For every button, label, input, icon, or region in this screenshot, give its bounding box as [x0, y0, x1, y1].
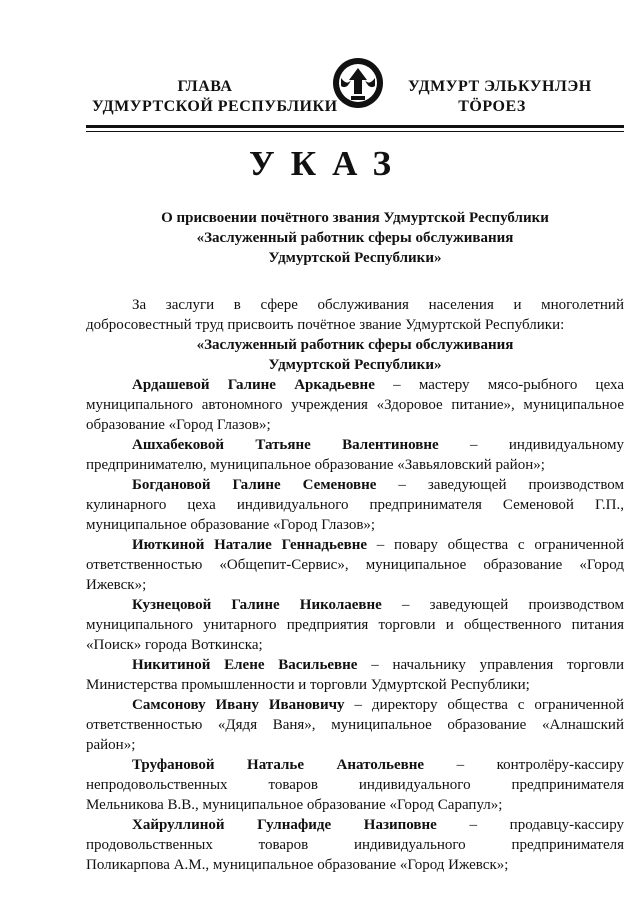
recipient-item: [86, 655, 624, 695]
award-line2: Удмуртской Республики»: [268, 357, 442, 373]
header-rule-thin: [86, 131, 624, 132]
preamble-line1: За заслуги в сфере обслуживания населения и многолетний: [132, 297, 624, 313]
recipient-position: – индивидуальному: [470, 437, 625, 453]
header-rule-thick: [86, 125, 624, 128]
preamble-line2: добросовестный труд присвоить почётное звание Удмуртской Республики:: [86, 317, 565, 333]
recipient-line: муниципального автономного учреждения «Здоровое питание», муниципальное: [86, 397, 624, 413]
recipient-item: [86, 375, 624, 435]
recipient-name: Ардашевой Галине Аркадьевне: [132, 377, 375, 393]
recipient-name: Труфановой Наталье Анатольевне: [132, 757, 425, 773]
recipient-item: [86, 475, 624, 535]
recipient-line: Поликарпова А.М., муниципальное образование «Город Ижевск»;: [86, 857, 509, 873]
recipient-line: Ижевск»;: [86, 577, 147, 593]
recipient-position: – повару общества с ограниченной: [376, 537, 624, 553]
recipient-first-line: [86, 375, 624, 395]
recipient-line: предпринимателю, муниципальное образование «Завьяловский район»;: [86, 457, 545, 473]
recipient-name: Богдановой Галине Семеновне: [132, 477, 377, 493]
document-subject: [86, 208, 624, 268]
recipient-first-line: [86, 815, 624, 835]
award-line1: «Заслуженный работник сферы обслуживания: [196, 337, 514, 353]
recipient-line: район»;: [86, 737, 136, 753]
subject-line1: О присвоении почётного звания Удмуртской Республики: [161, 210, 549, 226]
recipient-first-line: [86, 475, 624, 495]
recipient-line: образование «Город Глазов»;: [86, 417, 271, 433]
recipient-item: [86, 755, 624, 815]
recipient-name: Самсонову Ивану Ивановичу: [132, 697, 345, 713]
recipient-line: муниципального унитарного предприятия торговли и общественного питания: [86, 617, 624, 633]
recipient-line: муниципальное образование «Город Глазов»;: [86, 517, 376, 533]
recipient-item: [86, 695, 624, 755]
recipient-line: ответственностью «Дядя Ваня», муниципальное образование «Алнашский: [86, 717, 624, 733]
recipient-line: продовольственных товаров индивидуального предпринимателя: [86, 837, 624, 853]
subject-line2: «Заслуженный работник сферы обслуживания: [196, 230, 514, 246]
recipient-first-line: [86, 755, 624, 775]
document-body: [86, 295, 624, 875]
recipient-line: Мельникова В.В., муниципальное образование «Город Сарапул»;: [86, 797, 503, 813]
recipient-first-line: [86, 595, 624, 615]
recipient-position: – мастеру мясо-рыбного цеха: [393, 377, 624, 393]
recipient-item: [86, 815, 624, 875]
recipient-name: Ашхабековой Татьяне Валентиновне: [132, 437, 439, 453]
recipient-item: [86, 535, 624, 595]
recipient-line: непродовольственных товаров индивидуального предпринимателя: [86, 777, 624, 793]
recipient-position: – директору общества с ограниченной: [354, 697, 625, 713]
recipient-line: «Поиск» города Воткинска;: [86, 637, 263, 653]
recipient-name: Хайруллиной Гулнафиде Назиповне: [132, 817, 437, 833]
recipient-line: кулинарного цеха индивидуального предпринимателя Семеновой Г.П.,: [86, 497, 624, 513]
recipient-position: – заведующей производством: [398, 477, 625, 493]
recipient-line: ответственностью «Общепит-Сервис», муниципальное образование «Город: [86, 557, 624, 573]
recipient-name: Никитиной Елене Васильевне: [132, 657, 358, 673]
recipient-name: Июткиной Наталие Геннадьевне: [132, 537, 368, 553]
header-left-line1: ГЛАВА: [177, 78, 233, 95]
recipient-first-line: [86, 535, 624, 555]
recipient-position: – заведующей производством: [402, 597, 625, 613]
recipient-item: [86, 435, 624, 475]
recipient-position: – контролёру-кассиру: [456, 757, 624, 773]
coat-of-arms-icon: [331, 56, 385, 110]
recipient-position: – продавцу-кассиру: [469, 817, 625, 833]
recipient-first-line: [86, 695, 624, 715]
recipient-name: Кузнецовой Галине Николаевне: [132, 597, 382, 613]
recipient-first-line: [86, 435, 624, 455]
recipient-list: [86, 375, 624, 875]
subject-line3: Удмуртской Республики»: [268, 250, 442, 266]
header-left-line2: УДМУРТСКОЙ РЕСПУБЛИКИ: [92, 98, 338, 115]
header-left: [92, 77, 338, 117]
recipient-line: Министерства промышленности и торговли Удмуртской Республики;: [86, 677, 530, 693]
recipient-position: – начальнику управления торговли: [371, 657, 625, 673]
header-right-line1: УДМУРТ ЭЛЬКУНЛЭН: [408, 78, 592, 95]
recipient-item: [86, 595, 624, 655]
recipient-first-line: [86, 655, 624, 675]
header-right: [408, 77, 592, 117]
document-title: УКАЗ: [249, 144, 407, 183]
header-right-line2: ТӦРОЕЗ: [458, 98, 526, 115]
